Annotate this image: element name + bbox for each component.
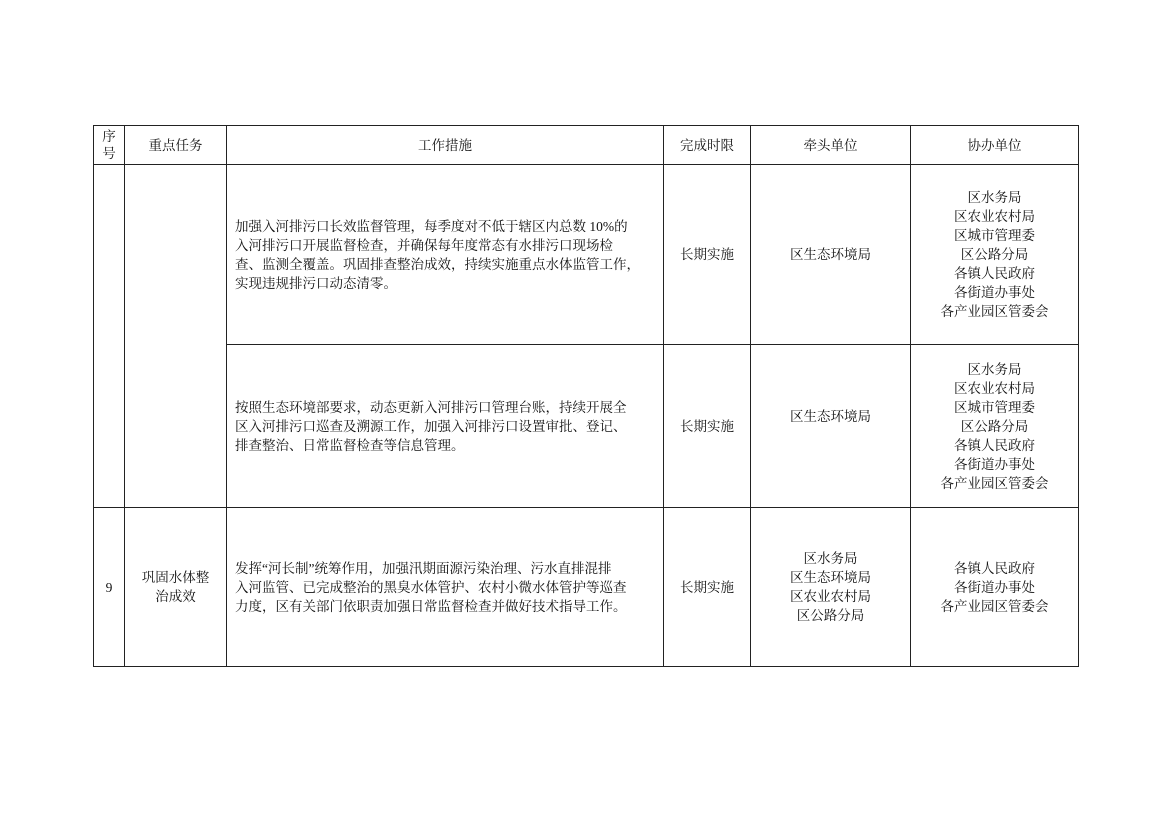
index-cell [94,165,125,508]
cell-line: 各街道办事处 [954,579,1035,595]
cell-line: 区生态环境局 [790,570,871,585]
cell-line: 区公路分局 [960,418,1029,434]
cell-line: 排查整治、日常监督检查等信息管理。 [235,437,465,453]
cell-line: 区公路分局 [960,247,1029,262]
deadline-cell: 长期实施 [664,165,751,345]
assist-cell [911,165,1079,345]
header-index-text: 序号 [102,129,116,161]
cell-line: 各镇人民政府 [954,437,1035,453]
measure-cell [227,165,664,345]
cell-line: 力度，区有关部门依职责加强日常监督检查并做好技术指导工作。 [235,598,627,614]
task-cell [125,508,227,667]
lead-cell [751,345,911,508]
lead-cell [751,165,911,345]
cell-line: 区农业农村局 [954,380,1035,396]
cell-line: 各产业园区管委会 [940,475,1049,491]
cell-line: 区生态环境局 [790,409,871,424]
header-measure: 工作措施 [227,126,664,165]
cell-line: 区城市管理委 [954,228,1035,243]
header-deadline: 完成时限 [664,126,751,165]
cell-line [751,426,910,445]
index-cell: 9 [94,508,125,667]
header-assist: 协办单位 [911,126,1079,165]
table-row [94,345,1079,508]
cell-line: 入河排污口开展监督检查，并确保每年度常态有水排污口现场检 [235,237,613,253]
cell-line: 区公路分局 [796,608,865,623]
cell-line: 加强入河排污口长效监督管理，每季度对不低于辖区内总数 10%的 [235,218,628,234]
cell-line: 发挥“河长制”统筹作用，加强汛期面源污染治理、污水直排混排 [235,560,612,576]
cell-line: 区水务局 [967,190,1022,205]
assist-cell [911,345,1079,508]
cell-line: 各街道办事处 [954,456,1035,472]
deadline-cell: 长期实施 [664,508,751,667]
table-row [94,165,1079,345]
cell-line: 各街道办事处 [954,285,1035,300]
cell-line: 按照生态环境部要求，动态更新入河排污口管理台账，持续开展全 [235,399,627,415]
cell-line: 巩固水体整 [141,570,210,585]
cell-line: 区入河排污口巡查及溯源工作，加强入河排污口设置审批、登记、 [235,418,627,434]
cell-line: 区城市管理委 [954,399,1035,415]
assist-cell [911,508,1079,667]
cell-line: 区水务局 [967,361,1022,377]
cell-line: 入河监管、已完成整治的黑臭水体管护、农村小微水体管护等巡查 [235,579,627,595]
task-table [93,125,1079,667]
header-index [94,126,125,165]
cell-line: 查、监测全覆盖。巩固排查整治成效，持续实施重点水体监管工作， [235,256,640,272]
measure-cell [227,345,664,508]
measure-cell [227,508,664,667]
deadline-cell: 长期实施 [664,345,751,508]
header-row [94,126,1079,165]
cell-line: 各镇人民政府 [954,560,1035,576]
cell-line: 各镇人民政府 [954,266,1035,281]
header-task: 重点任务 [125,126,227,165]
lead-cell [751,508,911,667]
cell-line: 各产业园区管委会 [940,304,1049,319]
header-lead: 牵头单位 [751,126,911,165]
task-cell [125,165,227,508]
cell-line: 各产业园区管委会 [940,598,1049,614]
cell-line: 区生态环境局 [790,247,871,262]
table-row [94,508,1079,667]
cell-line: 区水务局 [803,551,858,566]
cell-line: 区农业农村局 [954,209,1035,224]
cell-line: 区农业农村局 [790,589,871,604]
cell-line: 实现违规排污口动态清零。 [235,275,397,291]
cell-line: 治成效 [155,589,196,604]
